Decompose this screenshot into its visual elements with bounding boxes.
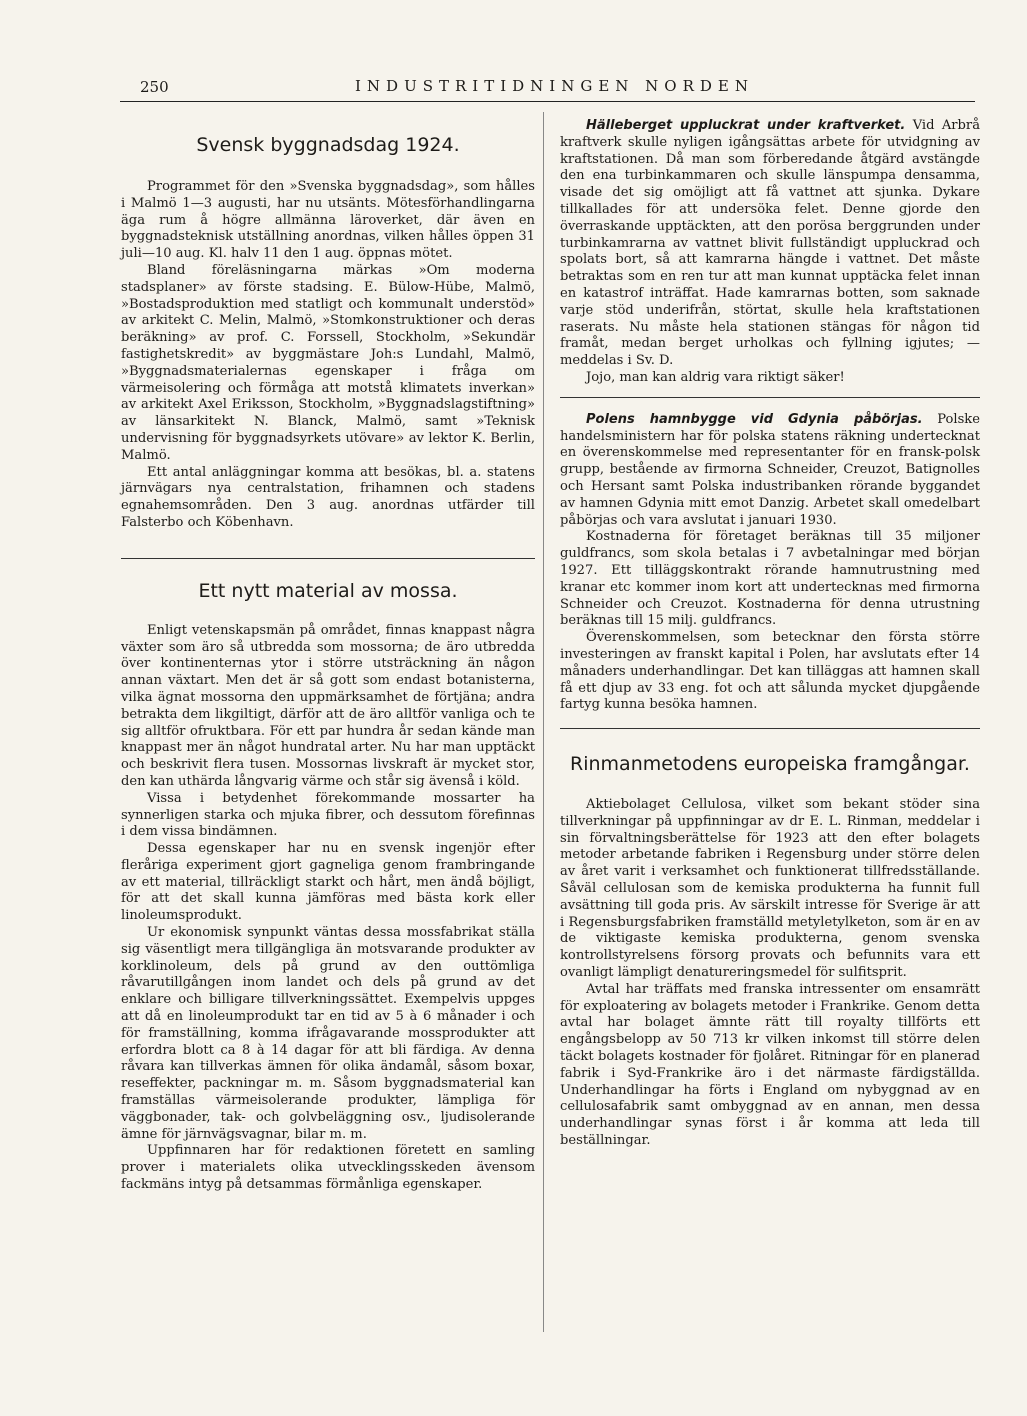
paragraph: Överenskommelsen, som betecknar den första större investeringen av franskt kapital i Polen, har avslutats efter 14 månaders underhandlingar. Det kan tilläggas att hamnen skall få ett djup av 33 eng. fot och att sålunda mycket djupgående fartyg kunna besöka hamnen. [560,630,980,713]
paragraph: Kostnaderna för företaget beräknas till 35 miljoner guldfrancs, som skola betalas i 7 avbetalningar med början 1927. Ett tilläggskontrakt rörande hamnutrustning med kranar etc kommer inom kort att undertecknas med firmorna Schneider och Creuzot. Kostnaderna för denna utrustning beräknas till 15 milj. guldfrancs. [560,529,980,629]
paragraph: Dessa egenskaper har nu en svensk ingenjör efter fleråriga experiment gjort gagneliga genom frambringande av ett material, tillräckligt starkt och hårt, men ändå böjligt, för att det skall kunna jämföras med bästa kork eller linoleumsprodukt. [121,841,535,924]
column-divider [543,112,544,1332]
news-halleberget [560,118,980,387]
section-separator [560,397,980,398]
news-paragraph [560,118,980,370]
paragraph: Vissa i betydenhet förekommande mossarter ha synnerligen starka och mjuka fibrer, och dessutom förefinnas i dem vissa bindämnen. [121,790,535,840]
paragraph: Programmet för den »Svenska byggnadsdag», som hålles i Malmö 1—3 augusti, har nu utsänts. Mötesförhandlingarna äga rum å högre allmänna läroverket, där även en byggnadsteknisk utställning anordnas, vilken hålles öppen 31 juli—10 aug. Kl. halv 11 den 1 aug. öppnas mötet. [121,179,535,262]
page-number: 250 [140,78,169,96]
paragraph: Ett antal anläggningar komma att besökas, bl. a. statens järnvägars nya centralstation, frihamnen och stadens egnahemsområden. Den 3 aug. anordnas utfärder till Falsterbo och Köbenhavn. [121,464,535,530]
news-text: Polske handelsministern har för polska statens räkning undertecknat en överenskommelse med representanter för en fransk-polsk grupp, bestående av firmorna Schneider, Creuzot, Batignolles och Hersant samt Polska industribanken rörande byggandet av hamnen Gdynia mitt emot Danzig. Arbetet skall omedelbart påbörjas och vara avslutat i januari 1930. [560,411,980,528]
article-nytt-material-mossa [121,580,535,1194]
paragraph: Bland föreläsningarna märkas »Om moderna stadsplaner» av förste stadsing. E. Bülow-Hübe, Malmö, »Bostadsproduktion med statligt och kommunalt understöd» av arkitekt C. Melin, Malmö, »Stomkonstruktioner och deras beräkning» av prof. C. Forssell, Stockholm, »Sekundär fastighetskredit» av byggmästare Joh:s Lundahl, Malmö, »Byggnadsmaterialernas egenskaper i fråga om värmeisolering och förmåga att motstå klimatets inverkan» av arkitekt Axel Eriksson, Stockholm, »Byggnadslagstiftning» av länsarkitekt N. Blanck, Malmö, samt »Teknisk undervisning för byggnadsyrkets utövare» av lektor K. Berlin, Malmö. [121,262,535,463]
article-title: Svensk byggnadsdag 1924. [196,134,460,156]
paragraph: Enligt vetenskapsmän på området, finnas knappast några växter som äro så utbredda som mossorna; de äro utbredda över kontinenternas ytor i större utsträckning än någon annan växtart. Men det är så gott som endast botanisterna, vilka ägnat mossorna den uppmärksamhet de förtjäna; andra betrakta dem likgiltigt, därför att de äro alltför vanliga och te sig alltför ofruktbara. För ett par hundra år sedan kände man knappast mer än något hundratal arter. Nu har man upptäckt och beskrivit flera tusen. Mossornas livskraft är mycket stor, den kan uthärda långvarig värme och står sig ävenså i köld. [121,622,535,789]
news-heading: Hälleberget uppluckrat under kraftverket. [586,118,906,133]
paragraph: Ur ekonomisk synpunkt väntas dessa mossfabrikat ställa sig väsentligt mera tillgängliga än motsvarande produkter av korklinoleum, dels på grund av den outtömliga råvarutillgången inom landet och dels på grund av det enklare och billigare tillverkningssättet. Exempelvis uppges att då en linoleumprodukt tar en tid av 5 à 6 månader i och för framställning, komma ifrågavarande mossprodukter att erfordra blott ca 8 à 14 dagar för att bli färdiga. Av denna råvara kan tillverkas ämnen för olika ändamål, såsom boxar, reseffekter, packningar m. m. Såsom byggnadsmaterial kan framställas värmeisolerande produkter, lämpliga för väggbonader, tak- och golvbeläggning osv., ljudisolerande ämne för järnvägsvagnar, bilar m. m. [121,925,535,1142]
left-column [121,112,535,1194]
paragraph: Aktiebolaget Cellulosa, vilket som bekant stöder sina tillverkningar på uppfinningar av dr E. L. Rinman, meddelar i sin förvaltningsberättelse för 1923 att den efter bolagets metoder arbetande fabriken i Regensburg under större delen av året varit i verksamhet och funktionerat tillfredsställande. Såväl cellulosan som de kemiska produkterna ha funnit full avsättning till goda pris. Av särskilt intresse för Sverige är att i Regensburgsfabriken framställd metyletylketon, som är en av de viktigaste kemiska produkterna, genom svenska kontrollstyrelsens försorg provats och befunnits vara ett ovanligt lämpligt denatureringsmedel för sulfitsprit. [560,797,980,981]
article-rinmanmetoden [560,753,980,1150]
news-heading: Polens hamnbygge vid Gdynia påbörjas. [586,411,923,427]
page-header [120,74,975,102]
news-text: Vid Arbrå kraftverk skulle nyligen igångsättas arbete för utvidgning av kraftstationen. Då man som förberedande åtgärd avstängde den ena turbinkammaren och skulle länspumpa densamma, visade det sig omöjligt att få vattnet att sjunka. Dykare tillkallades för att undersöka felet. Denne gjorde den överraskande upptäckten, att den porösa berggrunden under turbinkamrarna av vattnet blivit fullständigt uppluckrad och spolats bort, så att kamrarna hängde i vattnet. Det måste betraktas som en ren tur att man kunnat upptäcka felet innan en katastrof inträffat. Hade kamrarnas botten, som saknade varje stöd underifrån, störtat, skulle hela kraftstationen raserats. Nu måste hela stationen stängas för någon tid framåt, medan berget urholkas och fyllning igjutes; — meddelas i Sv. D. [560,118,980,369]
paragraph: Uppfinnaren har för redaktionen företett en samling prover i materialets olika utvecklingsskeden ävensom fackmäns intyg på detsammas förmånliga egenskaper. [121,1143,535,1193]
section-separator [560,728,980,729]
right-column [560,112,980,1150]
article-title: Ett nytt material av mossa. [198,579,458,602]
header-rule [120,101,975,102]
paragraph: Avtal har träffats med franska intressenter om ensamrätt för exploatering av bolagets metoder i Frankrike. Genom detta avtal har bolaget ämnte rätt till royalty tillförts ett engångsbelopp av 50 713 kr vilken inkomst till större delen täckt bolagets kostnader för fjolåret. Ritningar för en planerad fabrik i Syd-Frankrike äro i det närmaste färdigställda. Underhandlingar ha förts i England om nybyggnad av en cellulosafabrik samt ombyggnad av en annan, men dessa underhandlingar synas först i år komma att leda till beställningar. [560,981,980,1149]
running-title: INDUSTRITIDNINGEN NORDEN [355,77,754,95]
news-polens-hamnbygge [560,412,980,714]
section-separator [121,558,535,559]
paragraph: Jojo, man kan aldrig vara riktigt säker! [586,369,845,385]
news-paragraph [560,412,980,530]
article-svensk-byggnadsdag [121,134,535,532]
article-title: Rinmanmetodens europeiska framgångar. [570,753,970,776]
